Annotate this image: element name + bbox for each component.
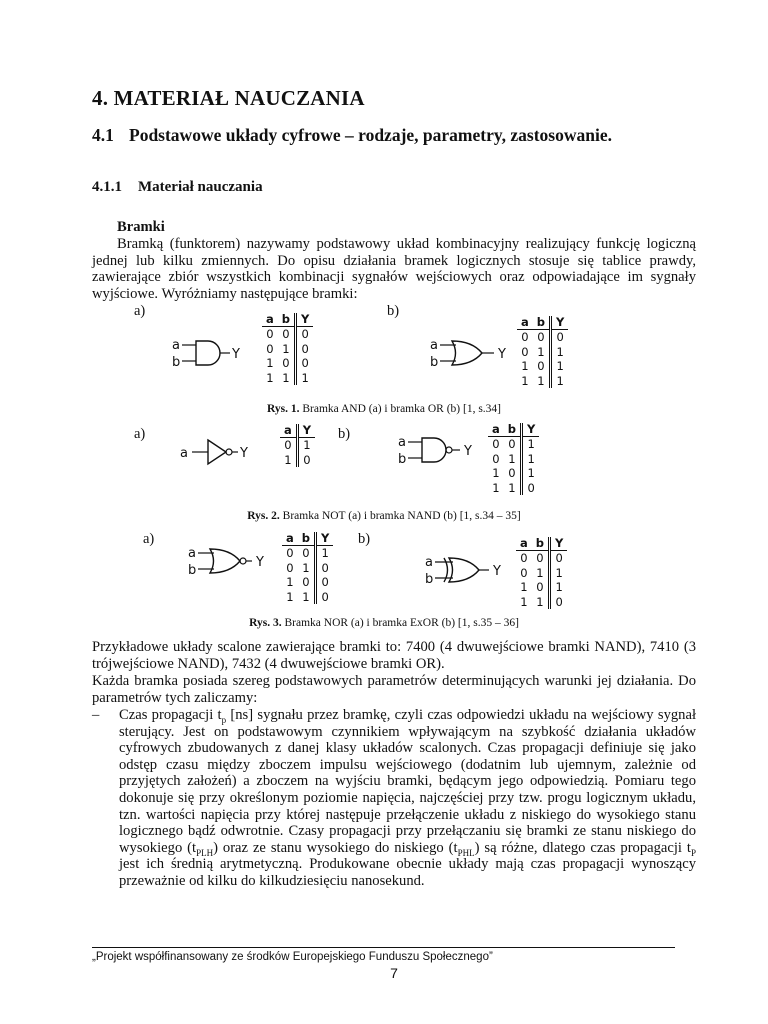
table-cell: 1 [522,466,540,481]
list-dash: – [92,707,100,723]
table-cell: 1 [282,370,290,385]
table-cell: 1 [551,374,569,389]
table-cell: 1 [536,594,544,609]
caption-rys3 [0,617,768,629]
table-cell: 0 [537,330,545,344]
subscript: P [690,847,696,858]
table-row [280,453,315,468]
table-cell: 1 [521,359,529,374]
pin-y-label: Y [498,347,506,362]
fig3-label-a: a) [143,531,155,547]
pin-b-label: b [188,563,197,578]
parameters-paragraph: Każda bramka posiada szereg podstawowych parametrów determinujących warunki jej działania. Do parametrów tych zaliczamy: [92,673,696,706]
pin-y-label: Y [493,564,501,579]
table-cell: 1 [536,565,544,580]
table-row [282,590,333,605]
subscript: PHL [457,847,475,858]
table-cell: 0 [520,565,528,580]
subsection-heading [92,179,263,196]
chapter-title: 4. MATERIAŁ NAUCZANIA [92,86,365,110]
header-a: a [262,313,278,327]
table-cell: 0 [316,561,334,576]
text-run: jest ich średnią arytmetyczną. Produkowane obecnie układy mają czas propagacji wynoszący przeważnie od kilku do kilkudziesięciu nanosekund. [119,856,696,889]
intro-paragraph: Bramką (funktorem) nazywamy podstawowy układ kombinacyjny realizujący funkcję logiczną jednej lub kilku zmiennych. Do opisu działania bramek logicznych stosuje się tablice prawdy, zawierające zbiór wszystkich kombinacji sygnałów wejściowych oraz odpowiadające im sygnały wyjściowe. Wyróżniamy następujące bramki: [92,236,696,302]
subsection-number: 4.1.1 [92,179,122,195]
fig3-label-b: b) [358,531,371,547]
table-cell: 1 [286,575,294,590]
table-row [517,359,568,374]
table-cell: 0 [296,356,314,371]
table-cell: 0 [536,551,544,565]
caption-rys3-text: Bramka NOR (a) i bramka ExOR (b) [1, s.35 – 36] [284,617,519,629]
pin-a-label: a [398,435,406,450]
table-cell: 1 [302,589,310,604]
table-row [280,438,315,453]
pin-a-label: a [180,446,188,461]
table-cell: 0 [551,330,569,345]
pin-a-label: a [172,338,180,353]
table-cell: 1 [550,566,568,581]
table-cell: 1 [551,359,569,374]
subsection-title: Materiał nauczania [138,179,263,195]
header-y: Y [296,313,314,327]
table-cell: 0 [522,481,540,496]
header-b: b [504,423,522,437]
table-cell: 1 [537,373,545,388]
table-row [262,327,313,342]
footer-text: „Projekt współfinansowany ze środków Europejskiego Funduszu Społecznego” [92,951,493,963]
table-cell: 1 [266,370,274,385]
table-cell: 0 [492,451,500,466]
header-b: b [532,537,550,551]
caption-rys1-label: Rys. 1. [266,403,300,415]
table-cell: 0 [282,356,290,371]
table-cell: 0 [296,342,314,357]
subscript: p [221,714,227,725]
table-cell: 0 [492,437,500,451]
text-run: Czas propagacji t [119,707,222,723]
bramki-heading: Bramki [117,219,165,235]
pin-b-label: b [430,355,439,370]
table-row [282,575,333,590]
pin-a-label: a [430,338,438,353]
table-cell: 1 [551,345,569,360]
table-cell: 0 [536,580,544,595]
table-cell: 0 [508,437,516,451]
table-cell: 0 [296,327,314,342]
table-row [516,595,567,610]
fig1-label-b: b) [387,303,400,319]
table-cell: 1 [521,373,529,388]
header-a: a [517,316,533,330]
pin-a-label: a [425,555,433,570]
table-cell: 1 [520,580,528,595]
or-truth-table [517,316,568,388]
and-truth-table [262,313,313,385]
section-title: Podstawowe układy cyfrowe – rodzaje, parametry, zastosowanie. [129,125,612,145]
table-cell: 0 [316,590,334,605]
table-row [517,345,568,360]
table-cell: 0 [550,551,568,566]
pin-b-label: b [425,572,434,587]
pin-y-label: Y [256,555,264,570]
text-run: ) są różne, dlatego czas propagacji t [474,839,691,856]
header-a: a [516,537,532,551]
header-a: a [282,532,298,546]
table-cell: 1 [522,452,540,467]
table-cell: 1 [508,480,516,495]
table-cell: 1 [284,452,292,467]
table-cell: 1 [508,451,516,466]
table-cell: 1 [522,437,540,452]
nor-truth-table [282,532,333,604]
pin-y-label: Y [464,444,472,459]
exor-gate-symbol [423,553,513,593]
table-cell: 0 [286,560,294,575]
pin-y-label: Y [240,446,248,461]
table-cell: 0 [508,466,516,481]
header-y: Y [551,316,569,330]
table-cell: 1 [302,560,310,575]
table-row [282,561,333,576]
header-b: b [533,316,551,330]
caption-rys1 [0,403,768,415]
not-gate-symbol [180,436,260,472]
table-cell: 0 [316,575,334,590]
table-row [282,546,333,561]
pin-b-label: b [172,355,181,370]
header-y: Y [316,532,334,546]
fig2-label-b: b) [338,426,351,442]
fig1-label-a: a) [134,303,146,319]
table-cell: 0 [302,575,310,590]
table-cell: 0 [297,453,315,468]
exor-truth-table [516,537,567,609]
table-cell: 0 [537,359,545,374]
header-y: Y [550,537,568,551]
pin-b-label: b [398,452,407,467]
section-heading [92,124,652,147]
table-cell: 0 [286,546,294,560]
page-number: 7 [390,965,398,981]
and-gate-symbol [170,336,250,376]
pin-y-label: Y [232,347,240,362]
caption-rys2-label: Rys. 2. [247,510,280,522]
nand-gate-symbol [396,433,486,473]
header-y: Y [297,424,315,438]
caption-rys1-text: Bramka AND (a) i bramka OR (b) [1, s.34] [302,403,502,415]
nand-truth-table [488,423,539,495]
or-gate-symbol [428,336,518,376]
table-row [517,330,568,345]
table-cell: 0 [520,551,528,565]
table-cell: 1 [537,344,545,359]
table-row [262,371,313,386]
table-cell: 0 [521,344,529,359]
table-cell: 1 [520,594,528,609]
section-number: 4.1 [92,125,114,145]
header-b: b [278,313,296,327]
table-cell: 1 [266,356,274,371]
table-row [488,466,539,481]
subscript: PLH [196,847,214,858]
table-cell: 0 [282,327,290,341]
table-cell: 1 [296,371,314,386]
table-cell: 1 [282,341,290,356]
table-cell: 1 [492,466,500,481]
table-cell: 1 [492,480,500,495]
table-row [488,452,539,467]
header-b: b [298,532,316,546]
table-cell: 0 [302,546,310,560]
table-row [488,481,539,496]
table-cell: 0 [284,438,292,452]
pin-a-label: a [188,546,196,561]
table-row [516,580,567,595]
header-a: a [488,423,504,437]
text-run: [ns] sygnału przez bramkę, czyli czas odpowiedzi układu na wejściowy sygnał sterujący. Jest on podstawowym czynnikiem wpływającym na szybkość działania układów cyfrowych zbudowanych z danej klasy układów scalonych. Czas propagacji definiuje się jako odstęp czasu między zboczem impulsu wejściowego (dodatnim lub ujemnym, zależnie od przyjętych założeń) a zboczem na wyjściu bramki, będącym jego odpowiedzią. Pomiaru tego dokonuje się przy określonym poziomie napięcia, najczęściej przy tzw. progu logicznym układu, tzn. wartości napięcia przy której następuje przełączenie układu z niskiego do wysokiego stanu logicznego bądź odwrotnie. Czasy propagacji przy przełączaniu się bramki ze stanu niskiego do wysokiego (t [119,707,697,856]
footer-divider [92,947,675,948]
table-cell: 1 [316,546,334,561]
caption-rys2-text: Bramka NOT (a) i bramka NAND (b) [1, s.34 – 35] [282,510,521,522]
table-row [262,356,313,371]
header-a: a [280,424,297,438]
propagation-text [119,707,696,890]
header-y: Y [522,423,540,437]
table-cell: 1 [286,589,294,604]
table-row [488,437,539,452]
table-cell: 0 [266,327,274,341]
table-cell: 1 [550,580,568,595]
text-run: ) oraz ze stanu wysokiego do niskiego (t [213,839,458,856]
table-row [516,566,567,581]
examples-paragraph: Przykładowe układy scalone zawierające bramki to: 7400 (4 dwuwejściowe bramki NAND), 7410 (3 trójwejściowe NAND), 7432 (4 dwuwejściowe bramki OR). [92,639,696,672]
table-cell: 0 [521,330,529,344]
fig2-label-a: a) [134,426,146,442]
table-row [516,551,567,566]
caption-rys2 [0,510,768,522]
table-cell: 1 [297,438,315,453]
table-row [262,342,313,357]
table-cell: 0 [550,595,568,610]
table-cell: 0 [266,341,274,356]
not-truth-table [280,424,315,467]
nor-gate-symbol [186,544,276,584]
caption-rys3-label: Rys. 3. [249,617,282,629]
table-row [517,374,568,389]
